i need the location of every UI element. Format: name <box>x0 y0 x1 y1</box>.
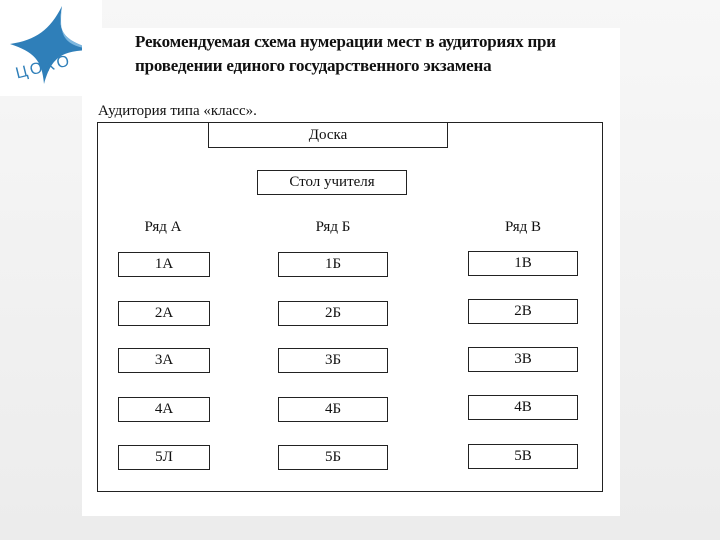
seat-4b: 4Б <box>278 397 388 422</box>
seat-2v: 2В <box>468 299 578 324</box>
seat-3a: 3А <box>118 348 210 373</box>
page-title: Рекомендуемая схема нумерации мест в аудиториях при проведении единого государственного экзамена <box>135 32 556 75</box>
seat-2a: 2А <box>118 301 210 326</box>
seat-4a: 4А <box>118 397 210 422</box>
teacher-desk: Стол учителя <box>257 170 407 195</box>
logo-text: ЦОКО <box>14 52 74 83</box>
seat-1b: 1Б <box>278 252 388 277</box>
seat-3v: 3В <box>468 347 578 372</box>
seat-3b: 3Б <box>278 348 388 373</box>
row-label-v: Ряд В <box>504 219 542 235</box>
seat-5a: 5Л <box>118 445 210 470</box>
row-label-a: Ряд А <box>144 219 182 235</box>
seat-1v: 1В <box>468 251 578 276</box>
room-type-caption: Аудитория типа «класс». <box>98 103 257 119</box>
seat-2b: 2Б <box>278 301 388 326</box>
seat-1a: 1А <box>118 252 210 277</box>
blackboard: Доска <box>208 122 448 148</box>
seat-5b: 5Б <box>278 445 388 470</box>
row-label-b: Ряд Б <box>315 219 351 235</box>
seat-5v: 5В <box>468 444 578 469</box>
seat-4v: 4В <box>468 395 578 420</box>
